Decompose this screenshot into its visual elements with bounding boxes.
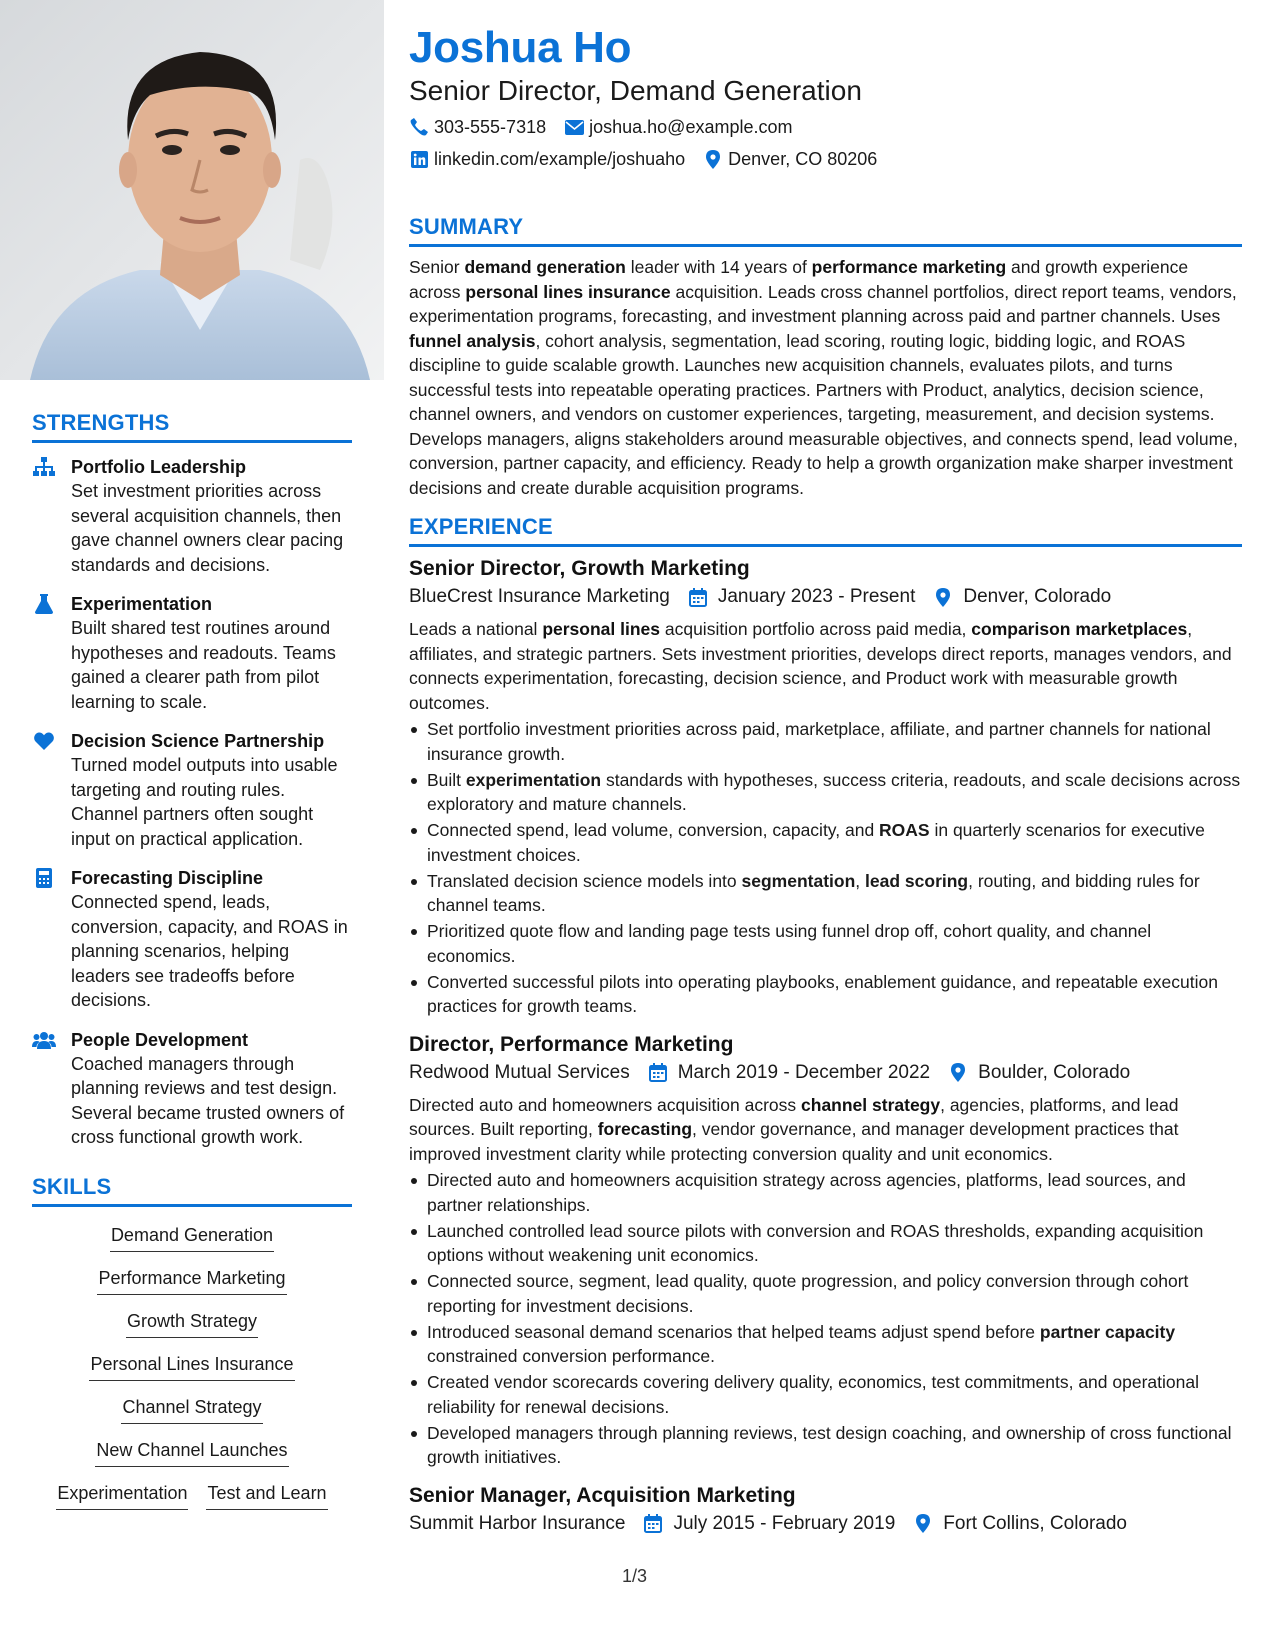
sidebar — [0, 0, 384, 1650]
contact-line — [409, 114, 1242, 140]
job-dates — [688, 583, 916, 611]
bold-keyword: ROAS — [879, 820, 930, 840]
contact-email[interactable] — [564, 114, 792, 140]
skill-tag: Experimentation — [56, 1481, 188, 1510]
map-pin-icon — [913, 1514, 933, 1534]
text-run: , cohort analysis, segmentation, lead scoring, routing logic, bidding logic, and ROAS discipline to guide scalable growth. Launches new acquisition channels, evaluates pilots, and turns successful tests into repeatable operating practices. Partners with Product, analytics, decision science, channel owners, and vendors on customer experiences, targeting, measurement, and decision systems. Develops managers, aligns stakeholders around measurable objectives, and connects spend, lead volume, conversion, partner capacity, and efficiency. Ready to help a growth organization make sharper investment decisions and create durable acquisition programs. — [409, 330, 1238, 498]
job-meta — [409, 1059, 1242, 1087]
job-bullets — [409, 1168, 1242, 1470]
text-run: Translated decision science models into — [427, 870, 742, 891]
location-text: Boulder, Colorado — [978, 1061, 1131, 1083]
strength-desc: Set investment priorities across several acquisition channels, then gave channel owners clear pacing standards and decisions. — [71, 481, 344, 575]
summary-text — [409, 255, 1242, 500]
text-run: Converted successful pilots into operating playbooks, enablement guidance, and repeatable execution practices for growth teams. — [427, 971, 1218, 1016]
text-run: Directed auto and homeowners acquisition strategy across agencies, platforms, lead sources, and partner relationships. — [427, 1170, 1186, 1215]
text-run: Leads a national — [409, 619, 543, 639]
text-run: in quarterly scenarios for executive investment choices. — [427, 820, 1205, 865]
text-run: Connected spend, lead volume, conversion, capacity, and — [427, 820, 880, 840]
bullet-item — [409, 1370, 1242, 1419]
text-run: and growth experience across — [409, 257, 1189, 302]
job-company — [409, 583, 670, 611]
linkedin-text: linkedin.com/example/joshuaho — [434, 149, 686, 169]
job-summary — [409, 617, 1242, 715]
bullet-item — [409, 768, 1242, 817]
calendar-icon — [643, 1514, 663, 1534]
bullet-item — [409, 1421, 1242, 1470]
bold-keyword: personal lines — [542, 619, 660, 639]
experience-heading: EXPERIENCE — [409, 514, 1242, 547]
candidate-name: Joshua Ho — [409, 23, 632, 72]
phone-text: 303-555-7318 — [434, 117, 547, 137]
job-entry — [409, 1031, 1242, 1470]
calendar-icon — [688, 587, 708, 607]
profile-photo — [0, 0, 384, 380]
bold-keyword: segmentation — [741, 870, 856, 891]
sitemap-icon — [32, 456, 56, 478]
bullet-item — [409, 717, 1242, 766]
dates-text: July 2015 - February 2019 — [673, 1512, 896, 1534]
skill-tag: New Channel Launches — [95, 1438, 288, 1467]
location-text: Fort Collins, Colorado — [943, 1512, 1128, 1534]
strength-item — [32, 729, 352, 851]
email-text: joshua.ho@example.com — [589, 117, 793, 137]
bold-keyword: lead scoring — [865, 870, 969, 891]
bold-keyword: comparison marketplaces — [971, 619, 1188, 639]
job-title: Senior Director, Growth Marketing — [409, 557, 750, 580]
candidate-title: Senior Director, Demand Generation — [409, 75, 862, 106]
main-content — [409, 22, 1242, 1550]
bold-keyword: channel strategy — [801, 1094, 941, 1115]
strength-desc: Turned model outputs into usable targeting and routing rules. Channel partners often sought input on practical application. — [71, 755, 338, 849]
company-text: BlueCrest Insurance Marketing — [409, 586, 670, 607]
company-text: Summit Harbor Insurance — [409, 1512, 626, 1534]
contact-line — [409, 146, 1242, 172]
job-dates — [648, 1059, 930, 1087]
text-run: , agencies, platforms, and lead sources. Built reporting, — [409, 1094, 1179, 1139]
text-run: constrained conversion performance. — [427, 1346, 715, 1366]
sidebar-content — [32, 410, 352, 1524]
strength-desc: Connected spend, leads, conversion, capacity, and ROAS in planning scenarios, helping leaders see tradeoffs before decisions. — [71, 892, 348, 1010]
strength-title: Decision Science Partnership — [71, 731, 325, 751]
text-run: acquisition. Leads cross channel portfolios, direct report teams, vendors, experimentation programs, forecasting, and investment planning across paid and partner channels. Uses — [409, 281, 1237, 326]
text-run: Developed managers through planning reviews, test design coaching, and ownership of cross functional growth initiatives. — [427, 1422, 1232, 1467]
bullet-item — [409, 818, 1242, 867]
text-run: Set portfolio investment priorities across paid, marketplace, affiliate, and partner channels for national insurance growth. — [427, 719, 1211, 764]
job-meta — [409, 1510, 1242, 1538]
job-location — [913, 1510, 1127, 1538]
text-run: Senior — [409, 257, 465, 277]
location-text: Denver, Colorado — [963, 586, 1112, 607]
bold-keyword: demand generation — [464, 257, 626, 277]
map-pin-icon — [703, 149, 723, 169]
contact-linkedin[interactable] — [409, 146, 685, 172]
strength-title: People Development — [71, 1029, 249, 1050]
users-icon — [32, 1029, 56, 1051]
heart-icon — [32, 730, 56, 752]
summary-heading: SUMMARY — [409, 214, 1242, 247]
strength-desc: Coached managers through planning reviews and test design. Several became trusted owners of cross functional growth work. — [71, 1053, 345, 1147]
phone-icon — [409, 117, 429, 137]
bold-keyword: partner capacity — [1039, 1321, 1176, 1342]
job-location — [933, 583, 1111, 611]
bold-keyword: performance marketing — [811, 257, 1007, 277]
job-company — [409, 1059, 630, 1087]
text-run: , routing, and bidding rules for channel teams. — [427, 870, 1200, 915]
text-run: standards with hypotheses, success criteria, readouts, and scale decisions across exploratory and mature channels. — [427, 769, 1241, 814]
strength-item — [32, 1028, 352, 1150]
bullet-item — [409, 1168, 1242, 1217]
text-run: Connected source, segment, lead quality, quote progression, and policy conversion through cohort reporting for investment decisions. — [427, 1271, 1189, 1316]
calendar-icon — [648, 1063, 668, 1083]
job-title: Director, Performance Marketing — [409, 1032, 734, 1056]
text-run: , affiliates, and strategic partners. Sets investment priorities, develops direct reports, manages vendors, and connects experimentation, forecasting, decision science, and Product work with measurable growth outcomes. — [409, 619, 1232, 713]
experience-section — [409, 514, 1242, 1538]
skill-tag: Growth Strategy — [126, 1309, 258, 1338]
envelope-icon — [564, 117, 584, 137]
bullet-item — [409, 1320, 1242, 1369]
text-run: Built — [427, 769, 466, 790]
text-run: leader with 14 years of — [625, 257, 812, 277]
skills-heading: SKILLS — [32, 1174, 352, 1207]
strength-item — [32, 592, 352, 714]
location-text: Denver, CO 80206 — [728, 149, 878, 169]
map-pin-icon — [933, 587, 953, 607]
strength-title: Experimentation — [71, 594, 213, 614]
bullet-item — [409, 869, 1242, 918]
bullet-item — [409, 1269, 1242, 1318]
job-entry — [409, 1482, 1242, 1538]
text-run: Launched controlled lead source pilots with conversion and ROAS thresholds, expanding acquisition options without weakening unit economics. — [427, 1220, 1204, 1265]
job-dates — [643, 1510, 895, 1538]
text-run: Prioritized quote flow and landing page tests using funnel drop off, cohort quality, and channel economics. — [427, 921, 1152, 966]
job-meta — [409, 583, 1242, 611]
text-run: acquisition portfolio across paid media, — [660, 619, 972, 639]
strength-item — [32, 866, 352, 1013]
dates-text: January 2023 - Present — [717, 586, 916, 607]
linkedin-icon — [409, 149, 429, 169]
bullet-item — [409, 1219, 1242, 1268]
bold-keyword: experimentation — [465, 769, 602, 790]
strength-desc: Built shared test routines around hypotheses and readouts. Teams gained a clearer path from pilot learning to scale. — [71, 618, 336, 712]
dates-text: March 2019 - December 2022 — [677, 1061, 931, 1083]
text-run: Created vendor scorecards covering delivery quality, economics, test commitments, and operational reliability for renewal decisions. — [427, 1372, 1199, 1417]
skill-tag: Channel Strategy — [121, 1395, 262, 1424]
text-run: , — [855, 870, 866, 891]
summary-section — [409, 214, 1242, 500]
bullet-item — [409, 970, 1242, 1019]
strength-title: Portfolio Leadership — [71, 457, 247, 477]
job-title: Senior Manager, Acquisition Marketing — [409, 1483, 796, 1507]
contact-phone[interactable] — [409, 114, 546, 140]
skills-list — [32, 1219, 352, 1510]
company-text: Redwood Mutual Services — [409, 1061, 630, 1083]
page-number: 1/3 — [622, 1566, 648, 1586]
text-run: , vendor governance, and manager development practices that improved investment clarity while protecting conversion quality and unit economics. — [409, 1119, 1179, 1164]
map-pin-icon — [948, 1063, 968, 1083]
skill-tag: Test and Learn — [206, 1481, 327, 1510]
job-bullets — [409, 717, 1242, 1019]
text-run: Directed auto and homeowners acquisition across — [409, 1094, 802, 1115]
bold-keyword: funnel analysis — [409, 330, 536, 351]
bold-keyword: forecasting — [597, 1119, 693, 1139]
job-company — [409, 1510, 625, 1538]
contact-location — [703, 146, 877, 172]
bullet-item — [409, 919, 1242, 968]
flask-icon — [32, 593, 56, 615]
job-entry — [409, 555, 1242, 1019]
strength-title: Forecasting Discipline — [71, 868, 264, 888]
strength-item — [32, 455, 352, 577]
bold-keyword: personal lines insurance — [465, 281, 671, 302]
skill-tag: Demand Generation — [110, 1223, 274, 1252]
job-location — [948, 1059, 1130, 1087]
text-run: Introduced seasonal demand scenarios that helped teams adjust spend before — [427, 1321, 1040, 1342]
skill-tag: Personal Lines Insurance — [89, 1352, 294, 1381]
skill-tag: Performance Marketing — [97, 1266, 286, 1295]
job-summary — [409, 1093, 1242, 1167]
strengths-heading: STRENGTHS — [32, 410, 352, 443]
calculator-icon — [32, 867, 56, 889]
